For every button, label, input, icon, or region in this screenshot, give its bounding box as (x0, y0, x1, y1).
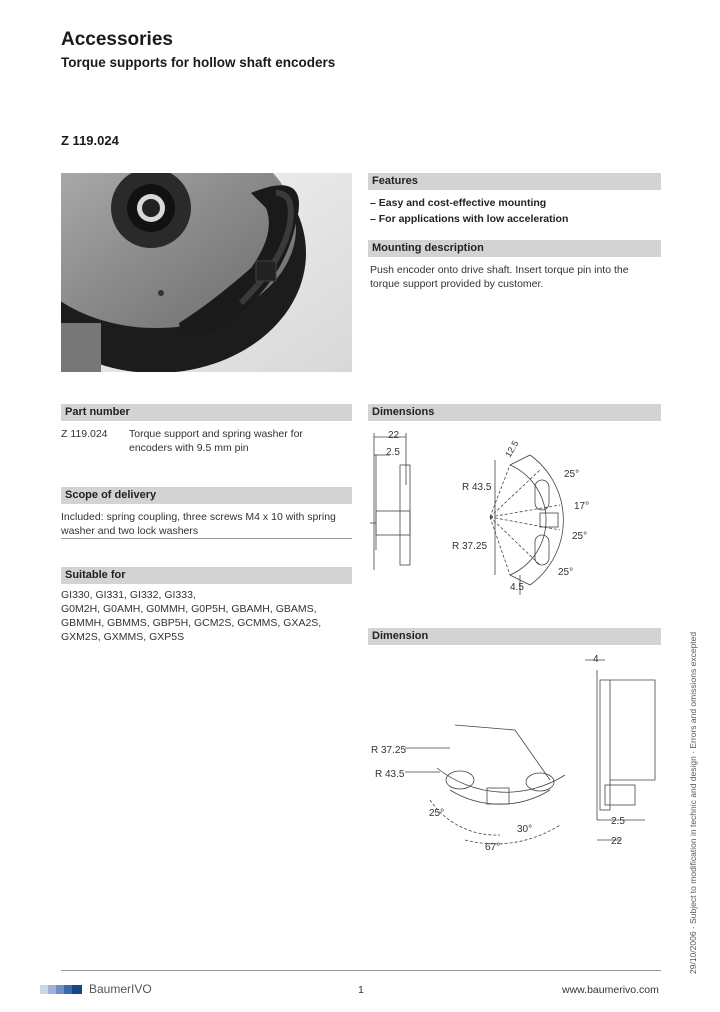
dimension-drawing (365, 650, 665, 860)
page-number: 1 (358, 984, 364, 996)
scope-text: Included: spring coupling, three screws M4 x 10 with spring washer and two lock washers (61, 511, 336, 537)
suitable-line: G0M2H, G0AMH, G0MMH, G0P5H, GBAMH, GBAMS, (61, 603, 317, 615)
dimension-heading: Dimension (368, 628, 661, 645)
footer-divider (61, 970, 661, 971)
feature-item: – Easy and cost-effective mounting (370, 197, 547, 209)
dim-label-angle-25: 25° (564, 469, 580, 480)
website-link[interactable]: www.baumerivo.com (562, 984, 659, 996)
dim-label-2-5: 2.5 (611, 816, 625, 827)
dim-label-22: 22 (388, 430, 400, 441)
features-heading: Features (368, 173, 661, 190)
feature-item: – For applications with low acceleration (370, 213, 569, 225)
mounting-text: Push encoder onto drive shaft. Insert torque pin into the torque support provided by customer. (370, 264, 629, 290)
part-number-code: Z 119.024 (61, 428, 108, 440)
part-number-description: Torque support and spring washer for encoders with 9.5 mm pin (129, 428, 303, 454)
page-subtitle: Torque supports for hollow shaft encoders (61, 55, 336, 70)
dim-label-r43-5: R 43.5 (462, 482, 492, 493)
dimensions-heading: Dimensions (368, 404, 661, 421)
dim-label-angle-25: 25° (558, 567, 574, 578)
encoder-illustration (61, 173, 352, 372)
dim-label-angle-30: 30° (517, 824, 533, 835)
dim-label-4: 4 (593, 654, 599, 665)
dim-label-r37-25: R 37.25 (371, 745, 407, 756)
dim-label-angle-25: 25° (572, 531, 588, 542)
dim-label-12-5: 12.5 (503, 438, 521, 459)
dimensions-drawing (360, 425, 660, 600)
dim-label-2-5: 2.5 (386, 447, 400, 458)
mounting-heading: Mounting description (368, 240, 661, 257)
suitable-line: GI330, GI331, GI332, GI333, (61, 589, 196, 601)
legal-note: 29/10/2006 · Subject to modification in technic and design · Errors and omissions excepted (688, 631, 698, 974)
suitable-line: GBMMH, GBMMS, GBP5H, GCM2S, GCMMS, GXA2S, (61, 617, 322, 629)
dim-label-angle-25: 25° (429, 808, 445, 819)
dim-label-r43-5: R 43.5 (375, 769, 405, 780)
part-number-heading: Part number (61, 404, 352, 421)
scope-heading: Scope of delivery (61, 487, 352, 504)
dim-label-22: 22 (611, 836, 623, 847)
model-number: Z 119.024 (61, 133, 119, 148)
dim-label-angle-67: 67° (485, 842, 501, 853)
brand-logo-bar (40, 982, 88, 996)
dim-label-angle-17: 17° (574, 501, 590, 512)
dim-label-r37-25: R 37.25 (452, 541, 488, 552)
suitable-line: GXM2S, GXMMS, GXP5S (61, 631, 185, 643)
suitable-heading: Suitable for (61, 567, 352, 584)
page-title: Accessories (61, 29, 173, 50)
dim-label-4-5: 4.5 (510, 582, 524, 593)
product-photo (61, 173, 352, 372)
brand-logo-text: BaumerIVO (89, 982, 152, 996)
divider (61, 538, 352, 539)
